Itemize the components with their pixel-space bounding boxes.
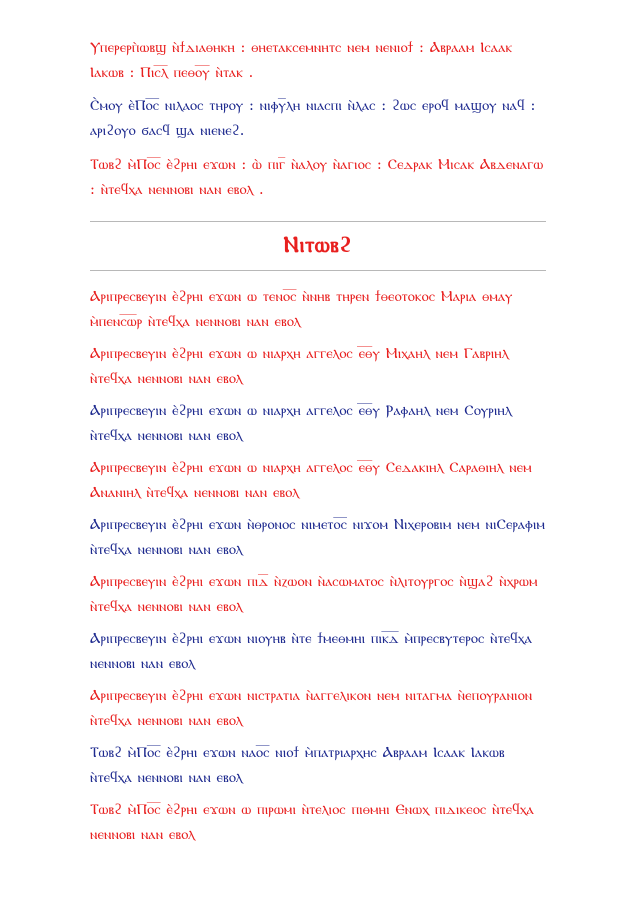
prayer-paragraph-1: Ⲁⲣⲓⲡⲣⲉⲥⲃⲉⲩⲓⲛ ⲉ̀ϩⲣⲏⲓ ⲉϫⲱⲛ ⲱ ⲧⲉⲛⲟ̅ⲥ̅ ⲛ̀ⲛⲏⲃ ⲧⲏⲣⲉⲛ ϯⲑⲉⲟⲧⲟⲕⲟⲥ Ⲙⲁⲣⲓⲁ ⲑⲙⲁⲩ ⲙ̀ⲡⲉⲛⲥ̅ⲱ̅ⲣ ⲛ̀ⲧⲉϥⲭⲁ ⲛⲉⲛⲛⲟⲃⲓ ⲛⲁⲛ ⲉⲃⲟⲗ (90, 289, 513, 330)
prayer-paragraph-10: Ⲧⲱⲃϩ ⲙ̀Ⲡⲟ̅ⲥ̅ ⲉ̀ϩⲣⲏⲓ ⲉϫⲱⲛ ⲱ ⲡⲓⲣⲱⲙⲓ ⲛ̀ⲧⲉⲗⲓⲟⲥ ⲡⲓⲑⲙⲏⲓ Ⲉⲛⲱⲭ ⲡⲓⲇⲓⲕⲉⲟⲥ ⲛ̀ⲧⲉϥⲭⲁ ⲛⲉⲛⲛⲟⲃⲓ ⲛⲁⲛ ⲉⲃⲟⲗ (90, 802, 534, 843)
prayer-paragraph-6: Ⲁⲣⲓⲡⲣⲉⲥⲃⲉⲩⲓⲛ ⲉ̀ϩⲣⲏⲓ ⲉϫⲱⲛ ⲡⲓⲇ̅ ⲛ̀ⲍⲱⲟⲛ ⲛ̀ⲁⲥⲱⲙⲁⲧⲟⲥ ⲛ̀ⲗⲓⲧⲟⲩⲣⲅⲟⲥ ⲛ̀ϣⲁϩ ⲛ̀ⲭⲣⲱⲙ ⲛ̀ⲧⲉϥⲭⲁ ⲛⲉⲛⲛⲟⲃⲓ ⲛⲁⲛ ⲉⲃⲟⲗ (90, 574, 538, 615)
intro-paragraph-1: Ⲩⲡⲉⲣⲉⲣⲡ̀ⲱⲃϣ ⲛ̀ϯⲇⲓⲁⲑⲏⲕⲏ : ⲑⲏⲉⲧⲁⲕⲥⲉⲙⲛⲏⲧⲥ ⲛⲉⲙ ⲛⲉⲛⲓⲟϯ : Ⲁⲃⲣⲁⲁⲙ Ⲓⲥⲁⲁⲕ Ⲓⲁⲕⲱⲃ : Ⲡⲓⲥ̅ⲗ̅ ⲡⲉⲑⲟ̅ⲩ̅ ⲛ̀ⲧⲁⲕ . (90, 40, 513, 81)
intro-paragraph-3: Ⲧⲱⲃϩ ⲙ̀Ⲡⲟ̅ⲥ̅ ⲉ̀ϩⲣⲏⲓ ⲉϫⲱⲛ : ⲱ̀ ⲡⲓⲅ̅ ⲛ̀ⲁⲗⲟⲩ ⲛ̀ⲁⲅⲓⲟⲥ : Ⲥⲉⲇⲣⲁⲕ Ⲙⲓⲥⲁⲕ Ⲁⲃⲇⲉⲛⲁⲅⲱ : ⲛ̀ⲧⲉϥⲭⲁ ⲛⲉⲛⲛⲟⲃⲓ ⲛⲁⲛ ⲉⲃⲟⲗ . (90, 157, 544, 198)
prayer-paragraph-8: Ⲁⲣⲓⲡⲣⲉⲥⲃⲉⲩⲓⲛ ⲉ̀ϩⲣⲏⲓ ⲉϫⲱⲛ ⲛⲓⲥⲧⲣⲁⲧⲓⲁ ⲛ̀ⲁⲅⲅⲉⲗⲓⲕⲟⲛ ⲛⲉⲙ ⲛⲓⲧⲁⲅⲙⲁ ⲛ̀ⲉⲡⲟⲩⲣⲁⲛⲓⲟⲛ ⲛ̀ⲧⲉϥⲭⲁ ⲛⲉⲛⲛⲟⲃⲓ ⲛⲁⲛ ⲉⲃⲟⲗ (90, 688, 533, 729)
prayer-paragraph-4: Ⲁⲣⲓⲡⲣⲉⲥⲃⲉⲩⲓⲛ ⲉ̀ϩⲣⲏⲓ ⲉϫⲱⲛ ⲱ ⲛⲓⲁⲣⲭⲏ ⲁⲅⲅⲉⲗⲟⲥ ⲉ̅ⲑ̅ⲩ Ⲥⲉⲇⲁⲕⲓⲏⲗ Ⲥⲁⲣⲁⲑⲓⲏⲗ ⲛⲉⲙ Ⲁⲛⲁⲛⲓⲏⲗ ⲛ̀ⲧⲉϥⲭⲁ ⲛⲉⲛⲛⲟⲃⲓ ⲛⲁⲛ ⲉⲃⲟⲗ (90, 460, 532, 501)
prayer-paragraph-9: Ⲧⲱⲃϩ ⲙ̀Ⲡⲟ̅ⲥ̅ ⲉ̀ϩⲣⲏⲓ ⲉϫⲱⲛ ⲛⲁⲟ̅ⲥ̅ ⲛⲓⲟϯ ⲙ̀ⲡⲁⲧⲣⲓⲁⲣⲭⲏⲥ Ⲁⲃⲣⲁⲁⲙ Ⲓⲥⲁⲁⲕ Ⲓⲁⲕⲱⲃ ⲛ̀ⲧⲉϥⲭⲁ ⲛⲉⲛⲛⲟⲃⲓ ⲛⲁⲛ ⲉⲃⲟⲗ (90, 745, 505, 786)
prayer-paragraph-7: Ⲁⲣⲓⲡⲣⲉⲥⲃⲉⲩⲓⲛ ⲉ̀ϩⲣⲏⲓ ⲉϫⲱⲛ ⲛⲓⲟⲩⲏⲃ ⲛ̀ⲧⲉ ϯⲙⲉⲑⲙⲏⲓ ⲡⲓⲕ̅ⲇ̅ ⲙ̀ⲡⲣⲉⲥⲃⲩⲧⲉⲣⲟⲥ ⲛ̀ⲧⲉϥⲭⲁ ⲛⲉⲛⲛⲟⲃⲓ ⲛⲁⲛ ⲉⲃⲟⲗ (90, 631, 533, 672)
prayer-paragraph-2: Ⲁⲣⲓⲡⲣⲉⲥⲃⲉⲩⲓⲛ ⲉ̀ϩⲣⲏⲓ ⲉϫⲱⲛ ⲱ ⲛⲓⲁⲣⲭⲏ ⲁⲅⲅⲉⲗⲟⲥ ⲉ̅ⲑ̅ⲩ Ⲙⲓⲭⲁⲏⲗ ⲛⲉⲙ Ⲅⲁⲃⲣⲓⲏⲗ ⲛ̀ⲧⲉϥⲭⲁ ⲛⲉⲛⲛⲟⲃⲓ ⲛⲁⲛ ⲉⲃⲟⲗ (90, 346, 509, 387)
intro-paragraph-2: Ⲥ̀ⲙⲟⲩ ⲉ̀Ⲡⲟ̅ⲥ̅ ⲛⲓⲗⲁⲟⲥ ⲧⲏⲣⲟⲩ : ⲛⲓⲫⲩ̅ⲗⲏ ⲛⲓⲁⲥⲡⲓ ⲛ̀ⲗⲁⲥ : ϩⲱⲥ ⲉⲣⲟϥ ⲙⲁϣⲟⲩ ⲛⲁϥ : ⲁⲣⲓϩⲟⲩⲟ ϭⲁⲥϥ ϣⲁ ⲛⲓⲉⲛⲉϩ. (90, 98, 536, 139)
top-divider (90, 221, 546, 222)
section-heading: Ⲛⲓⲧⲱⲃϩ (283, 232, 353, 258)
prayer-paragraph-5: Ⲁⲣⲓⲡⲣⲉⲥⲃⲉⲩⲓⲛ ⲉ̀ϩⲣⲏⲓ ⲉϫⲱⲛ ⲛ̀ⲑⲣⲟⲛⲟⲥ ⲛⲓⲙⲉⲧⲟ̅ⲥ̅ ⲛⲓϫⲟⲙ Ⲛⲓⲭⲉⲣⲟⲃⲓⲙ ⲛⲉⲙ ⲛⲓⲤⲉⲣⲁⲫⲓⲙ ⲛ̀ⲧⲉϥⲭⲁ ⲛⲉⲛⲛⲟⲃⲓ ⲛⲁⲛ ⲉⲃⲟⲗ (90, 517, 546, 558)
prayer-paragraph-3: Ⲁⲣⲓⲡⲣⲉⲥⲃⲉⲩⲓⲛ ⲉ̀ϩⲣⲏⲓ ⲉϫⲱⲛ ⲱ ⲛⲓⲁⲣⲭⲏ ⲁⲅⲅⲉⲗⲟⲥ ⲉ̅ⲑ̅ⲩ Ⲣⲁⲫⲁⲏⲗ ⲛⲉⲙ Ⲥⲟⲩⲣⲓⲏⲗ ⲛ̀ⲧⲉϥⲭⲁ ⲛⲉⲛⲛⲟⲃⲓ ⲛⲁⲛ ⲉⲃⲟⲗ (90, 403, 512, 444)
bottom-divider (90, 270, 546, 271)
